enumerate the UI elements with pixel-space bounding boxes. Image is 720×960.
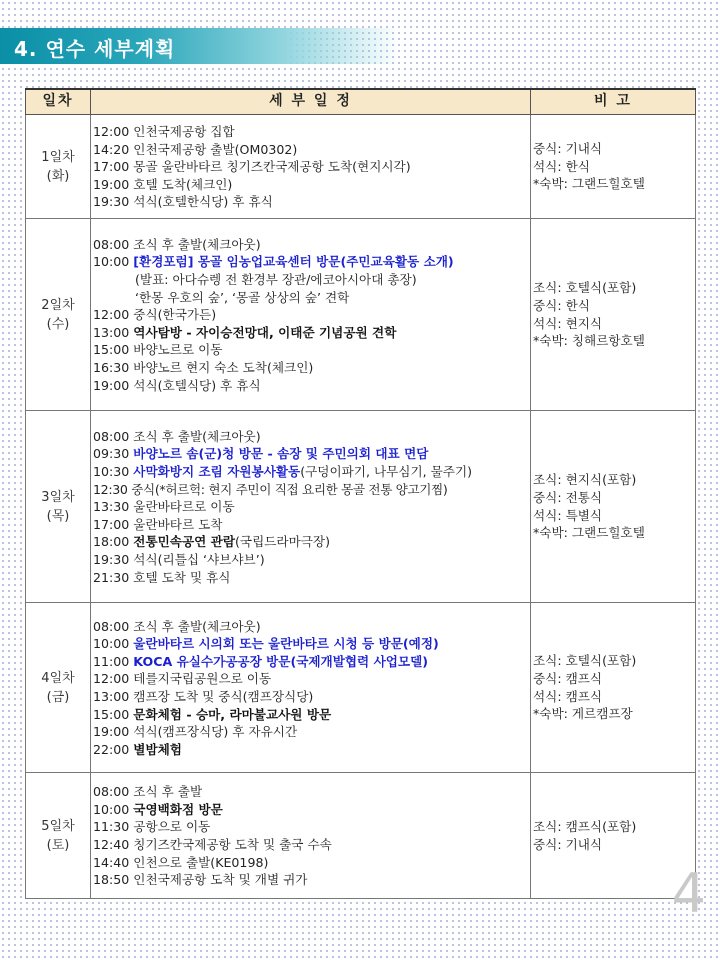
table-row	[26, 773, 696, 899]
schedule-cell	[91, 773, 531, 899]
note-line: 조식: 캠프식(포함)	[533, 818, 637, 834]
time-text: 13:00	[93, 324, 134, 340]
day-cell	[26, 603, 91, 773]
note-line: 중식: 기내식	[533, 141, 603, 157]
schedule-line	[93, 741, 530, 759]
schedule-cell	[91, 411, 531, 603]
table-row	[26, 603, 696, 773]
schedule-line: 12:00 중식(한국가든)	[93, 307, 217, 323]
schedule-cell	[91, 115, 531, 219]
schedule-cell	[91, 603, 531, 773]
schedule-line: 19:00 호텔 도착(체크인)	[93, 176, 233, 192]
schedule-line: 12:40 칭기즈칸국제공항 도착 및 출국 수속	[93, 837, 332, 852]
schedule-line	[93, 533, 530, 551]
schedule-line: 19:00 석식(호텔식당) 후 휴식	[93, 377, 261, 393]
header-schedule: 세 부 일 정	[91, 89, 531, 115]
highlight-text: 울란바타르 시의회 또는 울란바타르 시청 등 방문(예정)	[133, 636, 439, 652]
day-label: 1일차	[41, 149, 75, 165]
note-line: 석식: 캠프식	[533, 688, 603, 704]
schedule-line: 13:00 캠프장 도착 및 중식(캠프장식당)	[93, 689, 314, 704]
schedule-line: 08:00 조식 후 출발(체크아웃)	[93, 236, 261, 252]
day-cell	[26, 219, 91, 411]
time-text: 10:00	[93, 636, 134, 652]
detail-text: (국립드라마극장)	[235, 534, 331, 550]
note-line: 중식: 캠프식	[533, 670, 603, 686]
notes-cell	[531, 115, 696, 219]
note-line: *숙박: 칭해르항호텔	[533, 333, 645, 349]
bold-text: 전통민속공연 관람	[133, 534, 236, 550]
note-line: 석식: 현지식	[533, 315, 603, 331]
schedule-line	[93, 324, 530, 342]
schedule-line: (발표: 아다슈렝 전 환경부 장관/에코아시아대 총장)	[135, 272, 417, 288]
day-cell	[26, 411, 91, 603]
day-label: 5일차	[41, 818, 75, 834]
header-notes: 비 고	[531, 89, 696, 115]
bold-text: 국영백화점 방문	[133, 801, 223, 817]
time-text: 22:00	[93, 741, 134, 757]
weekday-label: (화)	[46, 168, 70, 184]
highlight-text: 바양노르 솜(군)청 방문 - 솜장 및 주민의회 대표 면담	[133, 446, 429, 462]
page-number: 4	[671, 862, 706, 925]
note-line: 조식: 현지식(포함)	[533, 472, 637, 488]
note-line: 중식: 기내식	[533, 836, 603, 852]
schedule-line: 13:30 울란바타르로 이동	[93, 499, 235, 515]
weekday-label: (목)	[46, 508, 70, 524]
highlight-text: 사막화방지 조림 자원봉사활동	[133, 464, 301, 480]
schedule-line	[93, 635, 530, 653]
notes-cell	[531, 411, 696, 603]
day-label: 2일차	[41, 297, 75, 313]
table-row	[26, 411, 696, 603]
schedule-line: 12:00 인천국제공항 집합	[93, 124, 235, 140]
schedule-line: 14:20 인천국제공항 출발(OM0302)	[93, 141, 298, 157]
notes-cell	[531, 603, 696, 773]
bold-text: 별밤체험	[133, 741, 182, 757]
day-cell	[26, 115, 91, 219]
schedule-line: 08:00 조식 후 출발	[93, 784, 203, 800]
weekday-label: (수)	[46, 316, 70, 332]
schedule-line: 17:00 몽골 울란바타르 칭기즈칸국제공항 도착(현지시각)	[93, 159, 411, 175]
table-row	[26, 219, 696, 411]
note-line: 조식: 호텔식(포함)	[533, 280, 637, 296]
schedule-line: 18:50 인천국제공항 도착 및 개별 귀가	[93, 872, 308, 888]
header-day: 일차	[26, 89, 91, 115]
schedule-line: 17:00 울란바타르 도착	[93, 516, 223, 532]
time-text: 09:30	[93, 446, 134, 462]
weekday-label: (금)	[46, 689, 70, 705]
detail-text: (구덩이파기, 나무심기, 물주기)	[300, 464, 473, 480]
note-line: *숙박: 그랜드힐호텔	[533, 176, 645, 192]
schedule-line	[93, 706, 530, 724]
schedule-line: 14:40 인천으로 출발(KE0198)	[93, 854, 269, 870]
schedule-line	[93, 653, 530, 671]
schedule-line: 21:30 호텔 도착 및 휴식	[93, 569, 231, 585]
time-text: 18:00	[93, 534, 134, 550]
day-cell	[26, 773, 91, 899]
time-text: 10:00	[93, 254, 134, 270]
time-text: 11:00	[93, 653, 134, 669]
schedule-line: 19:30 석식(리틀십 ‘샤브샤브’)	[93, 551, 265, 567]
section-title: 4. 연수 세부계획	[14, 37, 176, 61]
schedule-line: 16:30 바양노르 현지 숙소 도착(체크인)	[93, 359, 314, 375]
schedule-line: 08:00 조식 후 출발(체크아웃)	[93, 618, 261, 634]
weekday-label: (토)	[46, 837, 70, 853]
day-label: 4일차	[41, 670, 75, 686]
day-label: 3일차	[41, 489, 75, 505]
section-title-banner	[0, 28, 400, 64]
notes-cell	[531, 219, 696, 411]
time-text: 10:00	[93, 801, 134, 817]
time-text: 15:00	[93, 706, 134, 722]
highlight-text: KOCA 유실수가공공장 방문(국제개발협력 사업모델)	[133, 653, 428, 669]
note-line: 중식: 전통식	[533, 489, 603, 505]
highlight-text: [환경포럼] 몽골 임농업교육센터 방문(주민교육활동 소개)	[133, 254, 454, 270]
note-line: *숙박: 게르캠프장	[533, 706, 633, 722]
schedule-line	[93, 253, 530, 271]
schedule-line: 08:00 조식 후 출발(체크아웃)	[93, 428, 261, 444]
schedule-line: 19:00 석식(캠프장식당) 후 자유시간	[93, 724, 298, 740]
schedule-line: ‘한몽 우호의 숲’, ‘몽골 상상의 숲’ 견학	[135, 289, 350, 305]
note-line: 조식: 호텔식(포함)	[533, 653, 637, 669]
schedule-line: 12:00 테를지국립공원으로 이동	[93, 671, 272, 687]
schedule-line: 19:30 석식(호텔한식당) 후 휴식	[93, 194, 273, 210]
bold-text: 역사탐방 - 자이승전망대, 이태준 기념공원 견학	[133, 324, 397, 340]
schedule-table	[25, 88, 696, 899]
schedule-line: 12:30 중식(*허르헉: 현지 주민이 직접 요리한 몽골 전통 양고기찜)	[93, 481, 448, 497]
note-line: *숙박: 그랜드힐호텔	[533, 525, 645, 541]
table-header-row	[26, 89, 696, 115]
note-line: 석식: 특별식	[533, 507, 603, 523]
note-line: 중식: 한식	[533, 297, 590, 313]
schedule-line: 15:00 바양노르로 이동	[93, 342, 223, 358]
bold-text: 문화체험 - 승마, 라마불교사원 방문	[133, 706, 332, 722]
schedule-line: 11:30 공항으로 이동	[93, 819, 211, 835]
schedule-cell	[91, 219, 531, 411]
schedule-line	[93, 445, 530, 463]
note-line: 석식: 한식	[533, 158, 590, 174]
table-row	[26, 115, 696, 219]
schedule-line	[93, 801, 530, 819]
time-text: 10:30	[93, 464, 134, 480]
schedule-line	[93, 463, 530, 481]
